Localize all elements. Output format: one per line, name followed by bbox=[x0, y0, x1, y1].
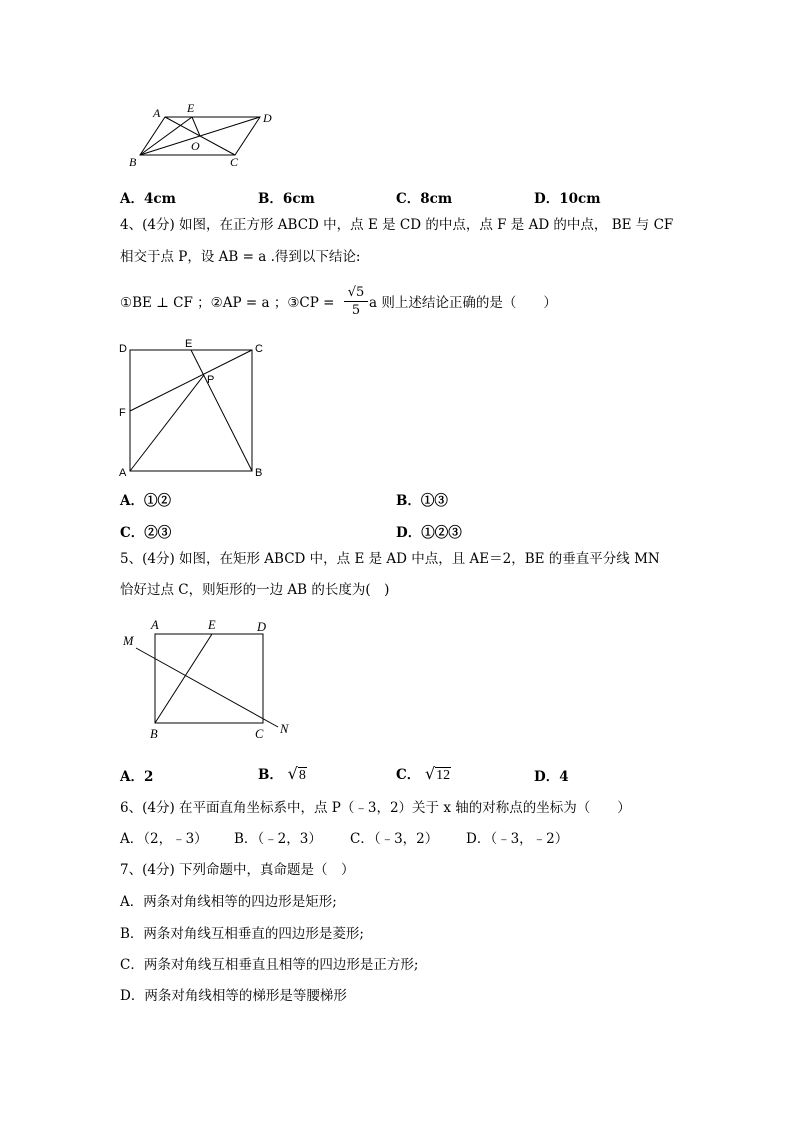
q7-stem: 7、(4分) 下列命题中，真命题是（ ） bbox=[120, 862, 355, 878]
q3-option-b[interactable]: B．6cm bbox=[258, 191, 315, 207]
radicand: 12 bbox=[436, 768, 451, 783]
line-MN bbox=[136, 648, 278, 727]
q3-option-d[interactable]: D．10cm bbox=[534, 191, 601, 207]
fraction-denominator: 5 bbox=[351, 303, 361, 318]
radicand: 8 bbox=[298, 768, 306, 783]
label-D: D bbox=[119, 343, 127, 355]
label-E: E bbox=[185, 338, 193, 350]
square-ABCD bbox=[130, 350, 252, 471]
segment-BE bbox=[191, 350, 252, 471]
q5-rectangle-figure bbox=[120, 615, 300, 745]
q6-option-d[interactable]: D．（﹣3，﹣2） bbox=[466, 831, 569, 847]
segment-AP bbox=[130, 375, 204, 471]
label-C: C bbox=[255, 727, 264, 741]
label-E: E bbox=[208, 618, 216, 632]
segment-EO bbox=[192, 117, 200, 136]
q6-option-a[interactable]: A．（2，﹣3） bbox=[120, 831, 208, 847]
q3-option-a[interactable]: A．4cm bbox=[120, 191, 176, 207]
q5-stem-line1: 5、(4分) 如图，在矩形 ABCD 中，点 E 是 AD 中点，且 AE＝2，BE 的垂直平分线 MN bbox=[120, 551, 660, 567]
q6-stem: 6、(4分) 在平面直角坐标系中，点 P（﹣3，2）关于 x 轴的对称点的坐标为（ ） bbox=[120, 800, 631, 816]
label-E: E bbox=[187, 101, 195, 115]
label-C: C bbox=[230, 155, 239, 169]
q4-option-a[interactable]: A．①② bbox=[120, 493, 171, 509]
q5-option-c[interactable]: C． √12 bbox=[396, 764, 451, 783]
label-A: A bbox=[153, 106, 161, 120]
q4-square-figure bbox=[114, 338, 274, 483]
q4-fraction bbox=[344, 284, 368, 320]
q4-conclusions bbox=[120, 297, 334, 311]
segment-EB bbox=[140, 117, 192, 155]
q5-stem-line2: 恰好过点 C，则矩形的一边 AB 的长度为( ) bbox=[120, 582, 390, 598]
segment-BE bbox=[155, 634, 212, 723]
label-F: F bbox=[119, 407, 126, 419]
label-B: B bbox=[129, 155, 137, 169]
q4-option-d[interactable]: D．①②③ bbox=[396, 525, 462, 541]
label-M: M bbox=[123, 634, 134, 648]
q6-option-c[interactable]: C．（﹣3，2） bbox=[350, 831, 439, 847]
q7-option-b[interactable]: B．两条对角线互相垂直的四边形是菱形; bbox=[120, 926, 364, 942]
label-A: A bbox=[119, 467, 127, 479]
label-D: D bbox=[257, 620, 267, 634]
label-O: O bbox=[191, 139, 200, 153]
q6-option-b[interactable]: B．（﹣2，3） bbox=[234, 831, 322, 847]
q4-option-b[interactable]: B．①③ bbox=[396, 493, 448, 509]
q3-option-c[interactable]: C．8cm bbox=[396, 191, 453, 207]
sqrt-sign-icon: √ bbox=[424, 764, 436, 783]
label-N: N bbox=[280, 722, 289, 736]
segment-CF bbox=[130, 350, 252, 411]
q7-option-c[interactable]: C．两条对角线互相垂直且相等的四边形是正方形; bbox=[120, 957, 419, 973]
fraction-numerator: √5 bbox=[344, 284, 368, 302]
q5-option-b[interactable]: B． √8 bbox=[258, 764, 306, 783]
q5-option-d[interactable]: D．4 bbox=[534, 769, 569, 785]
label-C: C bbox=[255, 343, 263, 355]
q4-option-c[interactable]: C．②③ bbox=[120, 525, 172, 541]
label-A: A bbox=[151, 618, 159, 632]
q4-stem-line1: 4、(4分) 如图，在正方形 ABCD 中，点 E 是 CD 的中点，点 F 是 AD 的中点， BE 与 CF bbox=[120, 217, 674, 233]
q5-option-a[interactable]: A．2 bbox=[120, 769, 154, 785]
q4-conclusions-tail: a 则上述结论正确的是（ ） bbox=[369, 295, 557, 311]
label-B: B bbox=[255, 467, 263, 479]
q7-option-a[interactable]: A．两条对角线相等的四边形是矩形; bbox=[120, 894, 337, 910]
q4-conclusions-head: ①BE ⊥ CF ；②AP = a ；③CP = bbox=[120, 295, 335, 311]
label-D: D bbox=[263, 111, 272, 125]
sqrt-sign-icon: √ bbox=[287, 764, 298, 783]
q7-option-d[interactable]: D．两条对角线相等的梯形是等腰梯形 bbox=[120, 988, 347, 1004]
label-P: P bbox=[207, 374, 215, 386]
q3-parallelogram-figure bbox=[120, 100, 290, 175]
label-B: B bbox=[150, 727, 158, 741]
q4-stem-line2: 相交于点 P，设 AB = a .得到以下结论: bbox=[120, 249, 361, 265]
